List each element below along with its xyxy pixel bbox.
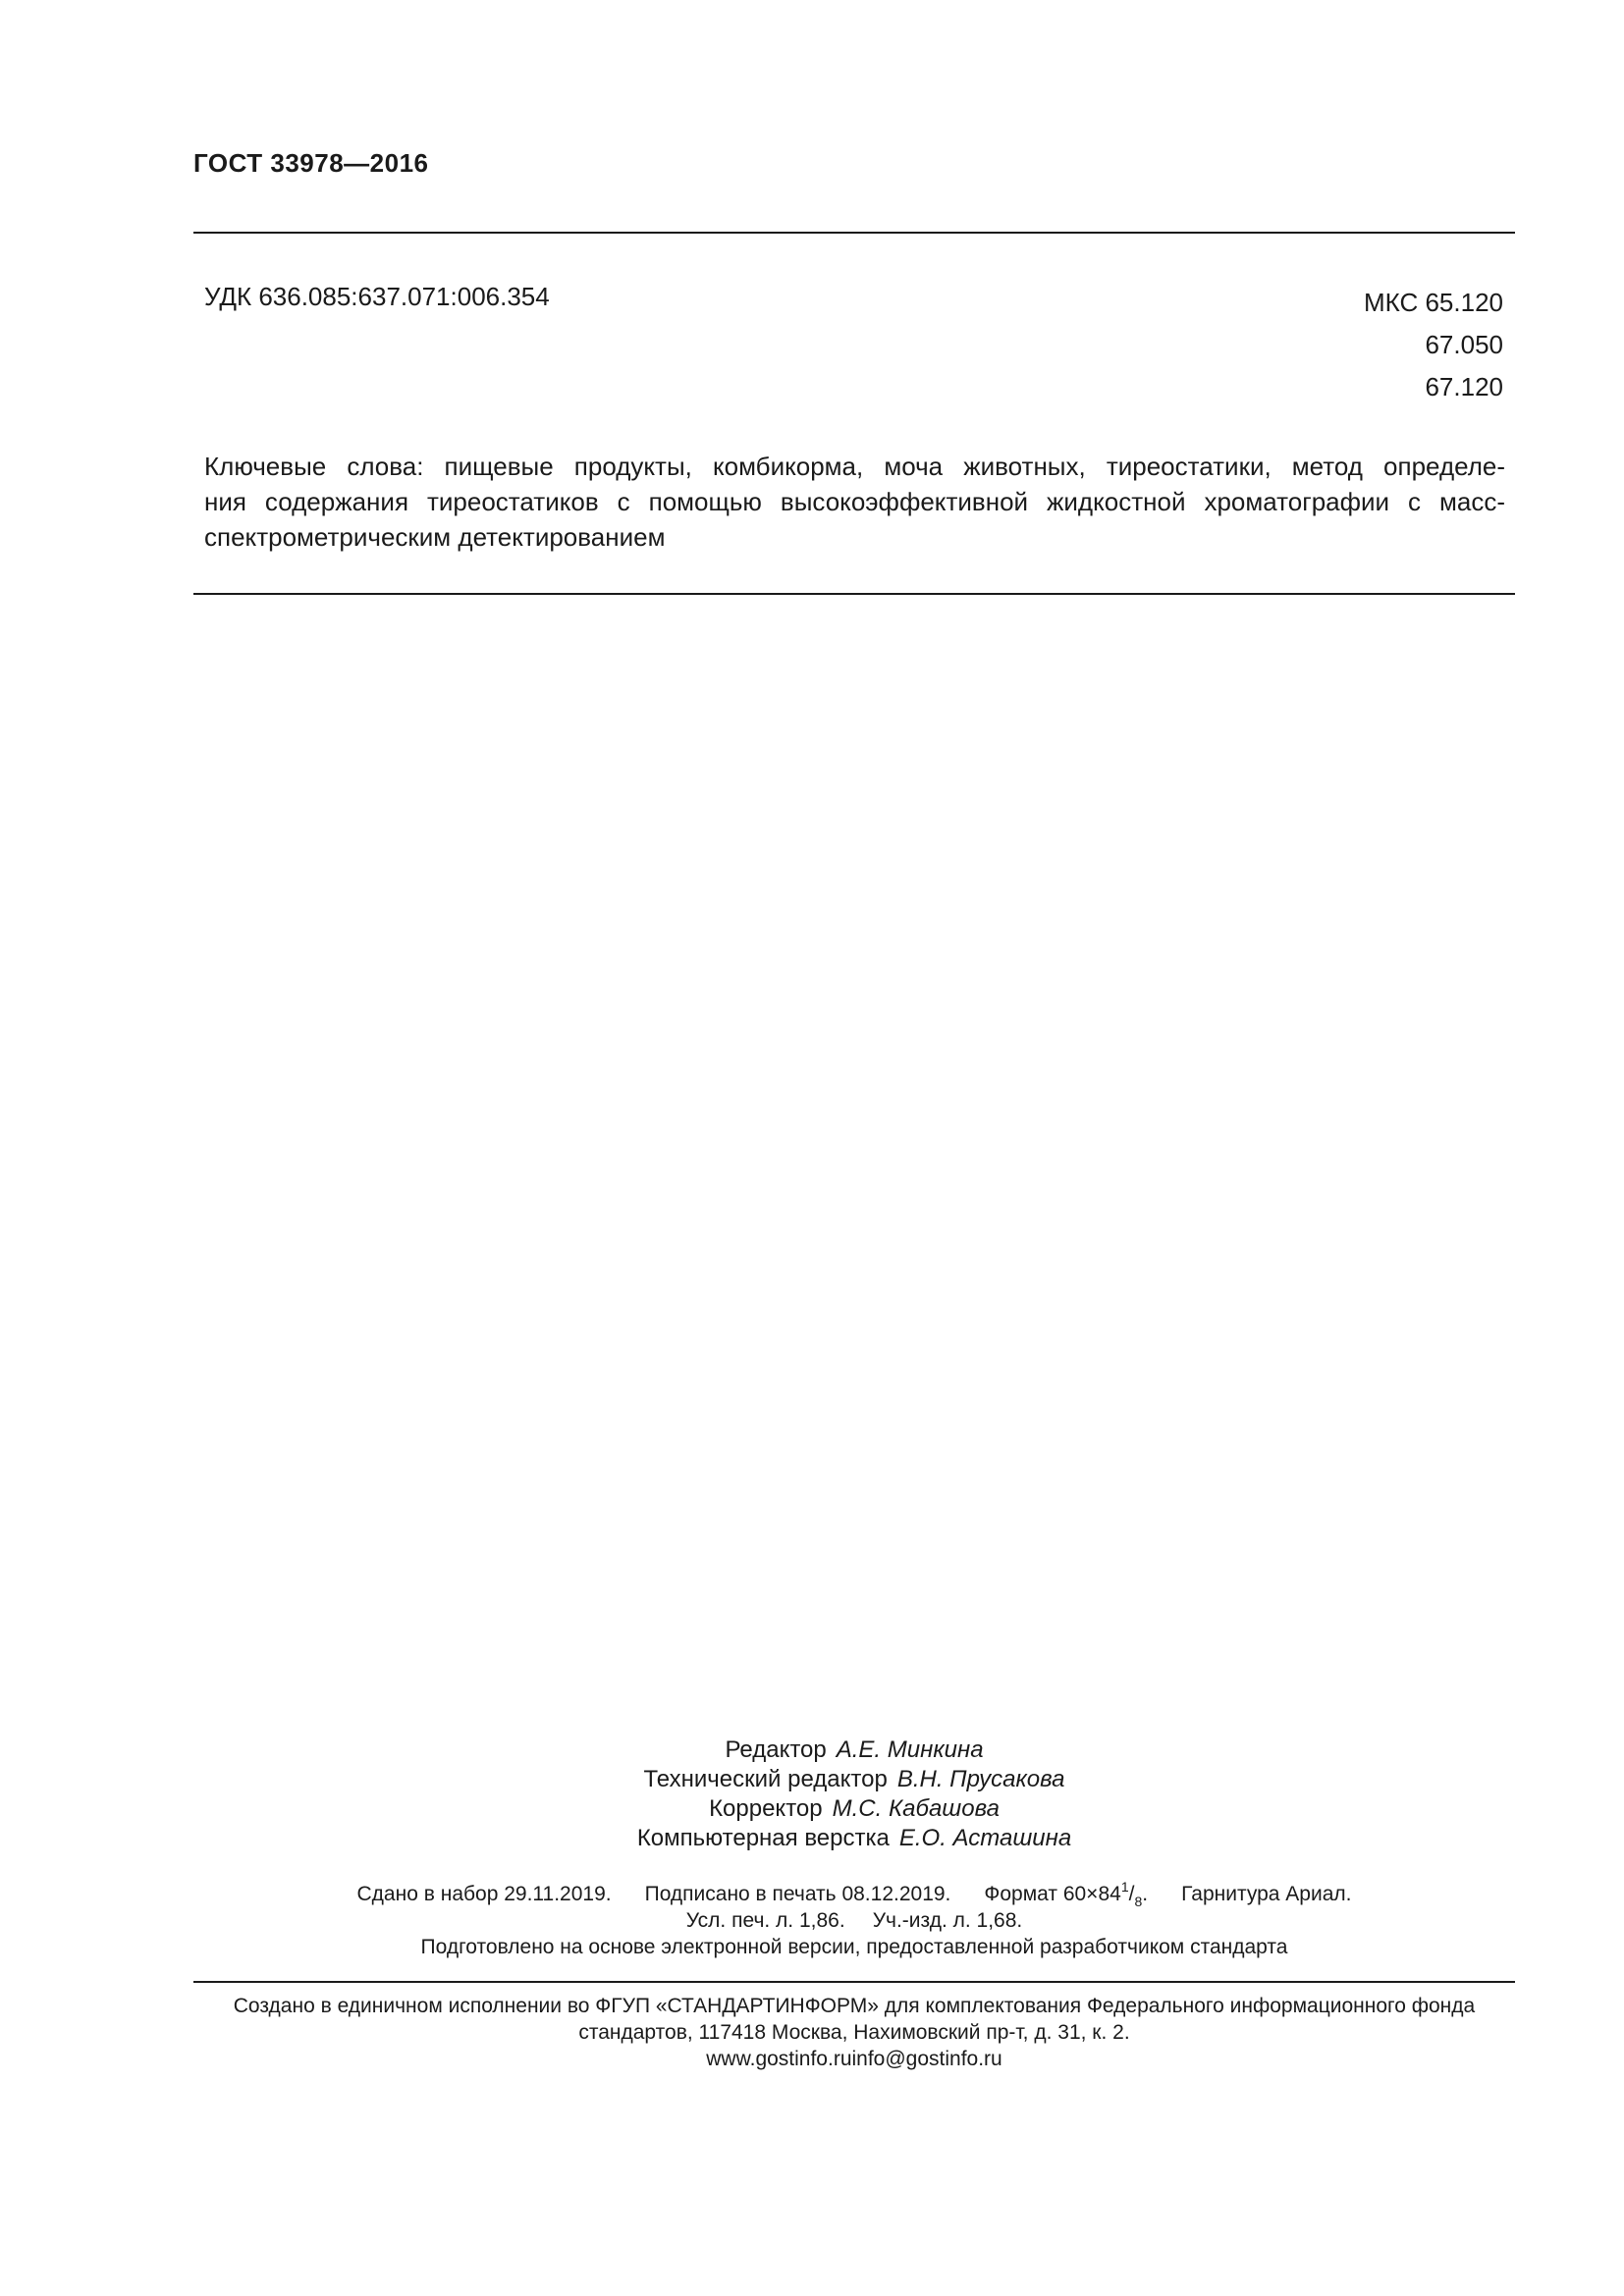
print-info-block	[193, 1881, 1515, 1960]
document-header-title: ГОСТ 33978—2016	[193, 148, 429, 178]
keywords-divider	[193, 593, 1515, 595]
credit-role: Корректор	[709, 1795, 823, 1822]
mks-code: 67.050	[1425, 330, 1503, 359]
website-text: www.gostinfo.ru	[706, 2048, 852, 2070]
credit-role: Компьютерная верстка	[636, 1825, 890, 1851]
mks-codes	[1364, 282, 1503, 408]
credit-role: Редактор	[725, 1736, 827, 1763]
udk-code: УДК 636.085:637.071:006.354	[204, 282, 550, 311]
credit-line	[373, 1765, 1335, 1794]
footer-divider	[193, 1981, 1515, 1983]
keywords-paragraph	[204, 449, 1505, 555]
credit-name: Е.О. Асташина	[898, 1825, 1072, 1851]
publishing-sheets: Уч.-изд. л. 1,68.	[872, 1909, 1023, 1932]
print-line-1	[193, 1881, 1515, 1907]
mks-code: 67.120	[1425, 372, 1503, 401]
print-format: Формат $60\times 84^1/_8$.	[984, 1879, 1149, 1909]
printed-sheets: Усл. печ. л. 1,86.	[685, 1909, 845, 1932]
header-divider	[193, 232, 1515, 234]
typeface: Гарнитура Ариал.	[1181, 1883, 1352, 1905]
publisher-footer	[193, 1993, 1515, 2072]
credit-name: А.Е. Минкина	[836, 1736, 984, 1763]
prepared-note: Подготовлено на основе электронной версии, предоставленной разработчиком стандарта	[420, 1936, 1288, 1958]
signed-date: Подписано в печать 08.12.2019.	[644, 1883, 951, 1905]
credit-line	[373, 1824, 1335, 1853]
credit-line	[373, 1735, 1335, 1765]
credit-line	[373, 1794, 1335, 1824]
keywords-line: Ключевые слова: пищевые продукты, комбикорма, моча животных, тиреостатики, метод определе-	[204, 452, 1505, 481]
keywords-line: ния содержания тиреостатиков с помощью высокоэффективной жидкостной хроматографии с масс-	[204, 487, 1505, 516]
keywords-line: спектрометрическим детектированием	[204, 522, 666, 552]
submitted-date: Сдано в набор 29.11.2019.	[356, 1883, 612, 1905]
footer-line-2: стандартов, 117418 Москва, Нахимовский пр-т, д. 31, к. 2.	[578, 2021, 1130, 2044]
credit-role: Технический редактор	[643, 1766, 888, 1792]
credits-block	[373, 1735, 1335, 1853]
mks-code: МКС 65.120	[1363, 288, 1503, 317]
footer-line-1: Создано в единичном исполнении во ФГУП «СТАНДАРТИНФОРМ» для комплектования Федерального информационного фонда	[233, 1995, 1476, 2017]
email-text: info@gostinfo.ru	[851, 2048, 1002, 2070]
footer-contacts	[193, 2046, 1515, 2072]
credit-name: В.Н. Прусакова	[896, 1766, 1065, 1792]
print-line-2	[193, 1907, 1515, 1934]
credit-name: М.С. Кабашова	[832, 1795, 1000, 1822]
